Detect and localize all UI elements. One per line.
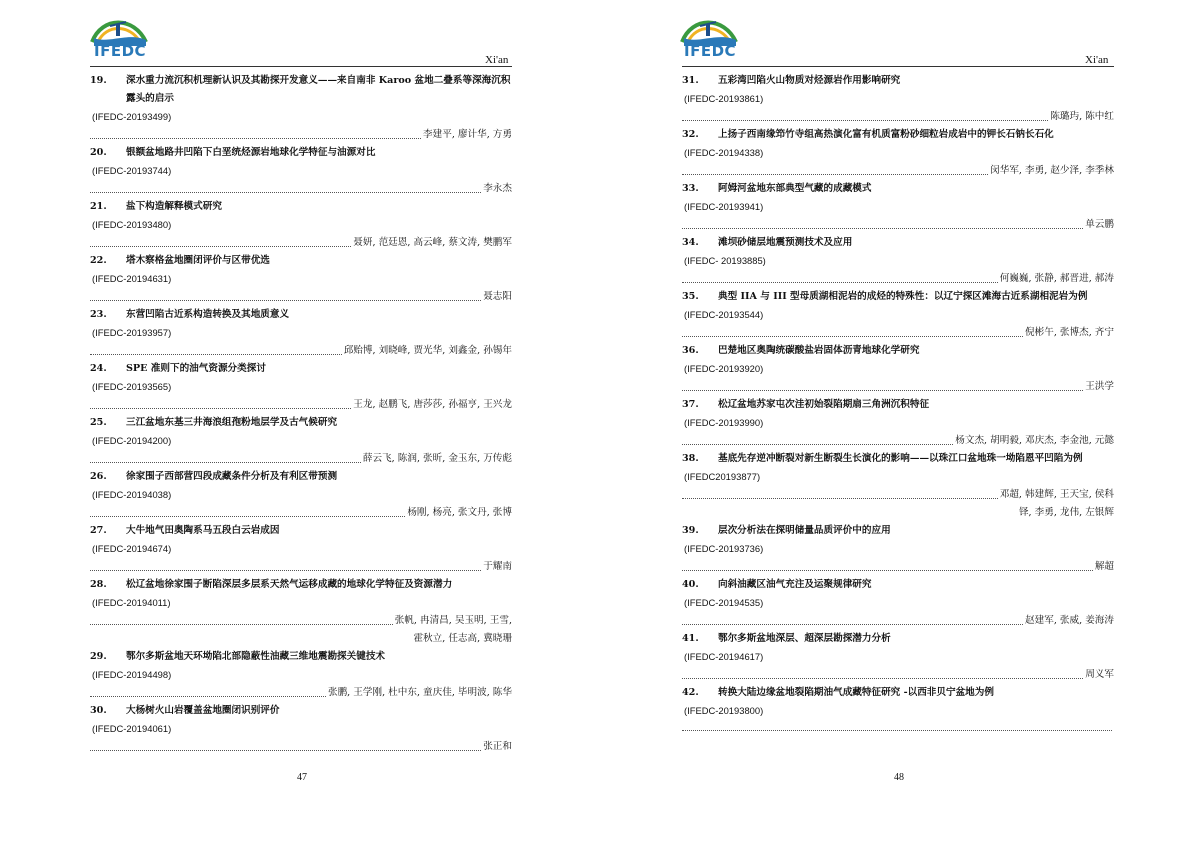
abstract-entry bbox=[682, 684, 1114, 736]
entry-number: 35. bbox=[682, 291, 699, 302]
entry-authors: 闵华军, 李勇, 赵少泽, 李季林 bbox=[990, 165, 1114, 176]
dot-leader bbox=[90, 560, 481, 571]
entry-number: 20. bbox=[90, 147, 107, 158]
entry-title-line bbox=[90, 360, 512, 378]
entry-title-line bbox=[90, 648, 512, 666]
entry-code: (IFEDC-20194617) bbox=[684, 651, 764, 662]
dot-leader bbox=[90, 686, 326, 697]
entry-title-line bbox=[90, 468, 512, 486]
dot-leader bbox=[90, 128, 421, 139]
entry-authors: 张帆, 冉清昌, 吴玉明, 王雪, bbox=[394, 615, 512, 626]
entry-title: 盐下构造解释模式研究 bbox=[126, 201, 222, 212]
abstract-entry bbox=[90, 144, 512, 198]
page-number: 47 bbox=[297, 772, 307, 783]
dot-leader bbox=[90, 452, 361, 463]
dot-leader bbox=[682, 720, 1112, 731]
abstract-entry bbox=[90, 702, 512, 756]
right-page bbox=[596, 0, 1192, 842]
abstract-entry bbox=[682, 522, 1114, 576]
entry-title: 东营凹陷古近系构造转换及其地质意义 bbox=[126, 309, 290, 320]
abstract-entry bbox=[90, 306, 512, 360]
entry-title: 滩坝砂储层地震预测技术及应用 bbox=[718, 237, 853, 248]
entry-author-line bbox=[90, 288, 512, 306]
entry-number: 38. bbox=[682, 453, 699, 464]
entry-title-line bbox=[90, 576, 512, 594]
entry-code: (IFEDC- 20193885) bbox=[684, 255, 766, 266]
entry-title-line bbox=[682, 288, 1114, 306]
entry-authors-continued: 霍秋立, 任志高, 冀晓珊 bbox=[413, 633, 512, 644]
dot-leader bbox=[682, 272, 998, 283]
entry-authors: 倪彬午, 张博杰, 齐宁 bbox=[1025, 327, 1114, 338]
entry-authors: 李永杰 bbox=[483, 183, 512, 194]
entry-title-line bbox=[90, 252, 512, 270]
entry-author-line bbox=[90, 180, 512, 198]
entry-title: 深水重力流沉积机理新认识及其勘探开发意义——来自南非 Karoo 盆地二叠系等深海沉积露头的启示 bbox=[126, 75, 511, 104]
entry-title: 巴楚地区奥陶统碳酸盐岩固体沥青地球化学研究 bbox=[718, 345, 920, 356]
entry-authors: 聂志阳 bbox=[483, 291, 512, 302]
dot-leader bbox=[682, 560, 1093, 571]
abstract-entry bbox=[90, 360, 512, 414]
dot-leader bbox=[682, 110, 1048, 121]
entry-authors: 赵建军, 张威, 姜海涛 bbox=[1025, 615, 1114, 626]
entry-title-line bbox=[682, 576, 1114, 594]
entry-title: 鄂尔多斯盆地天环坳陷北部隐蔽性油藏三维地震勘探关键技术 bbox=[126, 651, 386, 662]
dot-leader bbox=[90, 182, 481, 193]
entry-number: 32. bbox=[682, 129, 699, 140]
entry-title: 向斜油藏区油气充注及运聚规律研究 bbox=[718, 579, 872, 590]
entry-code: (IFEDC-20193480) bbox=[92, 219, 172, 230]
entry-authors: 周义军 bbox=[1085, 669, 1114, 680]
entry-authors-continued: 铎, 李勇, 龙伟, 左银辉 bbox=[1018, 507, 1114, 518]
dot-leader bbox=[90, 344, 342, 355]
dot-leader bbox=[682, 164, 988, 175]
entry-title-line bbox=[682, 342, 1114, 360]
entry-title: 塔木察格盆地圈闭评价与区带优选 bbox=[126, 255, 270, 266]
entry-title: 大杨树火山岩覆盖盆地圈闭识别评价 bbox=[126, 705, 280, 716]
entry-author-line bbox=[90, 450, 512, 468]
dot-leader bbox=[682, 380, 1083, 391]
entry-authors: 李建平, 廖计华, 方勇 bbox=[423, 129, 512, 140]
entry-author-line bbox=[90, 612, 512, 630]
entry-number: 29. bbox=[90, 651, 107, 662]
entry-title: 鄂尔多斯盆地深层、超深层勘探潜力分析 bbox=[718, 633, 891, 644]
dot-leader bbox=[682, 488, 998, 499]
entry-code: (IFEDC-20194200) bbox=[92, 435, 172, 446]
entry-title: 大牛地气田奥陶系马五段白云岩成因 bbox=[126, 525, 280, 536]
abstract-entry bbox=[90, 522, 512, 576]
entry-authors: 王洪学 bbox=[1085, 381, 1114, 392]
abstract-entry bbox=[90, 198, 512, 252]
entry-author-line bbox=[90, 684, 512, 702]
entry-code: (IFEDC-20193744) bbox=[92, 165, 172, 176]
entry-authors: 解超 bbox=[1094, 561, 1114, 572]
entry-title-line bbox=[90, 522, 512, 540]
entry-code: (IFEDC-20193565) bbox=[92, 381, 172, 392]
entry-author-line bbox=[682, 378, 1114, 396]
entry-title: 松辽盆地徐家围子断陷深层多层系天然气运移成藏的地球化学特征及资源潜力 bbox=[126, 579, 453, 590]
abstract-entry bbox=[682, 180, 1114, 234]
dot-leader bbox=[682, 218, 1083, 229]
entry-author-line bbox=[90, 234, 512, 252]
header-rule bbox=[90, 66, 512, 67]
entry-title: 典型 IIA 与 III 型母质湖相泥岩的成烃的特殊性：以辽宁探区滩海古近系湖相泥岩为例 bbox=[718, 291, 1088, 302]
entry-author-line bbox=[90, 738, 512, 756]
dot-leader bbox=[682, 614, 1023, 625]
entry-authors: 单云鹏 bbox=[1085, 219, 1114, 230]
entry-author-line bbox=[682, 108, 1114, 126]
entry-number: 27. bbox=[90, 525, 107, 536]
entry-code: (IFEDC-20194061) bbox=[92, 723, 172, 734]
abstract-entry bbox=[90, 576, 512, 648]
entry-authors: 张鹏, 王学刚, 杜中东, 童庆佳, 毕明波, 陈华 bbox=[328, 687, 512, 698]
entry-code: (IFEDC-20193957) bbox=[92, 327, 172, 338]
entry-code: (IFEDC-20193499) bbox=[92, 111, 172, 122]
dot-leader bbox=[682, 434, 953, 445]
entry-authors: 邱贻博, 刘晓峰, 贾光华, 刘鑫金, 孙锡年 bbox=[343, 345, 512, 356]
entry-number: 31. bbox=[682, 75, 699, 86]
dot-leader bbox=[90, 398, 351, 409]
entry-title: 转换大陆边缘盆地裂陷期油气成藏特征研究 -以西非贝宁盆地为例 bbox=[718, 687, 994, 698]
ifedc-logo bbox=[678, 14, 748, 60]
entry-author-line bbox=[90, 342, 512, 360]
abstract-entry bbox=[90, 252, 512, 306]
dot-leader bbox=[682, 326, 1023, 337]
abstract-entry bbox=[682, 234, 1114, 288]
entry-title-line bbox=[682, 72, 1114, 90]
entry-number: 22. bbox=[90, 255, 107, 266]
entry-number: 25. bbox=[90, 417, 107, 428]
entry-code: (IFEDC-20193920) bbox=[684, 363, 764, 374]
entry-number: 37. bbox=[682, 399, 699, 410]
header-rule bbox=[682, 66, 1114, 67]
entry-title-line bbox=[682, 396, 1114, 414]
entry-title: 松辽盆地苏家屯次洼初始裂陷期扇三角洲沉积特征 bbox=[718, 399, 930, 410]
entry-title: 五彩湾凹陷火山物质对烃源岩作用影响研究 bbox=[718, 75, 901, 86]
entry-number: 39. bbox=[682, 525, 699, 536]
entry-author-line bbox=[682, 558, 1114, 576]
abstract-entry bbox=[90, 648, 512, 702]
entry-title: 层次分析法在探明储量品质评价中的应用 bbox=[718, 525, 891, 536]
entry-code: (IFEDC-20194631) bbox=[92, 273, 172, 284]
abstract-entry bbox=[682, 126, 1114, 180]
entry-number: 36. bbox=[682, 345, 699, 356]
abstract-entry bbox=[682, 630, 1114, 684]
entry-code: (IFEDC-20193544) bbox=[684, 309, 764, 320]
entry-authors: 陈璐玙, 陈中红 bbox=[1050, 111, 1114, 122]
abstract-entry bbox=[682, 288, 1114, 342]
entry-title-line bbox=[682, 450, 1114, 468]
entry-authors: 张正和 bbox=[483, 741, 512, 752]
entry-authors: 聂妍, 范廷恩, 高云峰, 蔡文涛, 樊鹏军 bbox=[353, 237, 512, 248]
abstract-entry bbox=[682, 72, 1114, 126]
entry-title-line bbox=[682, 126, 1114, 144]
entry-code: (IFEDC-20193800) bbox=[684, 705, 764, 716]
entry-code: (IFEDC-20193736) bbox=[684, 543, 764, 554]
dot-leader bbox=[90, 506, 405, 517]
entry-author-line bbox=[682, 324, 1114, 342]
entry-title: 基底先存逆冲断裂对新生断裂生长演化的影响——以珠江口盆地珠一坳陷恩平凹陷为例 bbox=[718, 453, 1083, 464]
entry-title-line bbox=[682, 522, 1114, 540]
entry-authors: 邓超, 韩建辉, 王天宝, 侯科 bbox=[999, 489, 1114, 500]
page-number: 48 bbox=[894, 772, 904, 783]
entry-author-line bbox=[682, 270, 1114, 288]
entry-code: (IFEDC-20194038) bbox=[92, 489, 172, 500]
entry-number: 34. bbox=[682, 237, 699, 248]
entry-title: 上扬子西南缘笻竹寺组高热演化富有机质富粉砂细粒岩成岩中的钾长石钠长石化 bbox=[718, 129, 1054, 140]
entry-title: 徐家围子西部营四段成藏条件分析及有利区带预测 bbox=[126, 471, 338, 482]
entry-number: 42. bbox=[682, 687, 699, 698]
entry-authors: 杨文杰, 胡明毅, 邓庆杰, 李金池, 元懿 bbox=[955, 435, 1114, 446]
entry-code: (IFEDC-20194535) bbox=[684, 597, 764, 608]
entry-number: 24. bbox=[90, 363, 107, 374]
entry-title-line bbox=[90, 702, 512, 720]
entry-author-line bbox=[90, 504, 512, 522]
logo-text: IFEDC bbox=[94, 42, 147, 60]
header-city: Xi'an bbox=[1085, 54, 1109, 66]
entry-number: 33. bbox=[682, 183, 699, 194]
entry-number: 26. bbox=[90, 471, 107, 482]
entry-author-line bbox=[90, 558, 512, 576]
entry-code: (IFEDC-20194674) bbox=[92, 543, 172, 554]
entry-title: 银额盆地路井凹陷下白垩统烃源岩地球化学特征与油源对比 bbox=[126, 147, 376, 158]
dot-leader bbox=[90, 236, 351, 247]
entry-code: (IFEDC-20193861) bbox=[684, 93, 764, 104]
abstract-list bbox=[682, 72, 1114, 736]
entry-title: SPE 准则下的油气资源分类探讨 bbox=[126, 363, 266, 374]
entry-title-line bbox=[90, 414, 512, 432]
abstract-entry bbox=[90, 72, 512, 144]
abstract-entry bbox=[682, 576, 1114, 630]
entry-authors: 何巍巍, 张静, 郝晋进, 郝涛 bbox=[999, 273, 1114, 284]
abstract-entry bbox=[682, 342, 1114, 396]
entry-author-line bbox=[682, 162, 1114, 180]
ifedc-logo bbox=[88, 14, 158, 60]
entry-authors: 杨刚, 杨亮, 张文丹, 张博 bbox=[407, 507, 512, 518]
entry-author-line bbox=[90, 126, 512, 144]
entry-number: 28. bbox=[90, 579, 107, 590]
entry-authors: 于耀南 bbox=[483, 561, 512, 572]
entry-author-line bbox=[682, 486, 1114, 504]
entry-authors: 王龙, 赵鹏飞, 唐莎莎, 孙福亨, 王兴龙 bbox=[353, 399, 512, 410]
abstract-entry bbox=[682, 396, 1114, 450]
entry-author-line bbox=[682, 666, 1114, 684]
dot-leader bbox=[90, 740, 481, 751]
entry-number: 19. bbox=[90, 75, 107, 86]
entry-code: (IFEDC-20194498) bbox=[92, 669, 172, 680]
entry-code: (IFEDC-20194338) bbox=[684, 147, 764, 158]
abstract-entry bbox=[90, 414, 512, 468]
entry-title-line bbox=[90, 144, 512, 162]
abstract-entry bbox=[682, 450, 1114, 522]
entry-title-line bbox=[682, 234, 1114, 252]
entry-author-line bbox=[682, 612, 1114, 630]
entry-title-line bbox=[682, 684, 1114, 702]
dot-leader bbox=[682, 668, 1083, 679]
entry-code: (IFEDC-20194011) bbox=[92, 597, 171, 608]
entry-author-line bbox=[90, 396, 512, 414]
entry-number: 23. bbox=[90, 309, 107, 320]
entry-number: 21. bbox=[90, 201, 107, 212]
dot-leader bbox=[90, 290, 481, 301]
entry-number: 41. bbox=[682, 633, 699, 644]
entry-title: 阿姆河盆地东部典型气藏的成藏模式 bbox=[718, 183, 872, 194]
entry-title-line bbox=[682, 180, 1114, 198]
entry-title: 三江盆地东基三井海浪组孢粉地层学及古气候研究 bbox=[126, 417, 338, 428]
entry-code: (IFEDC-20193941) bbox=[684, 201, 764, 212]
entry-author-line bbox=[682, 720, 1114, 736]
header-city: Xi'an bbox=[485, 54, 509, 66]
entry-author-line bbox=[682, 216, 1114, 234]
logo-text: IFEDC bbox=[684, 42, 737, 60]
entry-title-line bbox=[90, 198, 512, 216]
entry-code: (IFEDC20193877) bbox=[684, 471, 761, 482]
entry-title-line bbox=[682, 630, 1114, 648]
abstract-list bbox=[90, 72, 512, 756]
dot-leader bbox=[90, 614, 393, 625]
entry-title-line bbox=[90, 72, 512, 108]
entry-authors: 薛云飞, 陈润, 张昕, 金玉东, 万传彪 bbox=[362, 453, 512, 464]
entry-number: 40. bbox=[682, 579, 699, 590]
entry-author-line bbox=[682, 432, 1114, 450]
entry-code: (IFEDC-20193990) bbox=[684, 417, 764, 428]
abstract-entry bbox=[90, 468, 512, 522]
entry-title-line bbox=[90, 306, 512, 324]
entry-number: 30. bbox=[90, 705, 107, 716]
